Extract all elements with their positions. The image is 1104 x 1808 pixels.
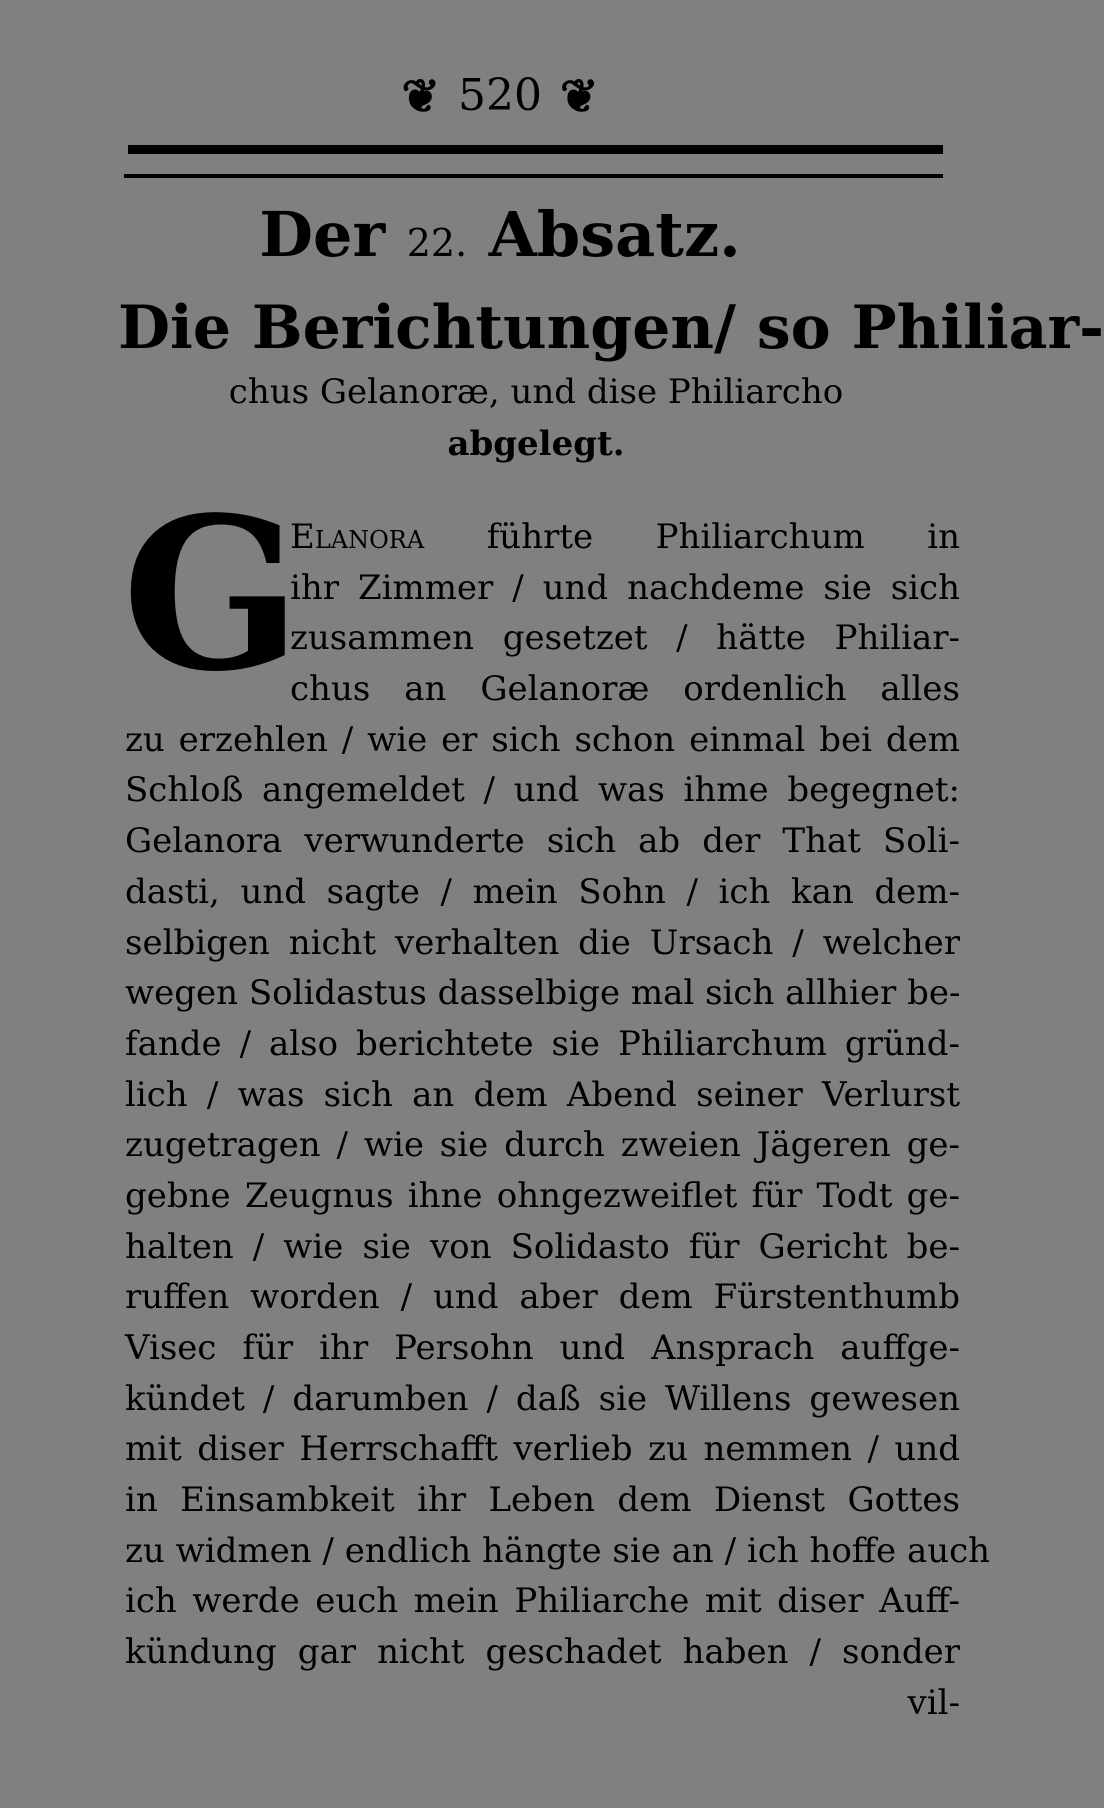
body-line: gebne Zeugnus ihne ohngezweiflet für Todt ge- xyxy=(125,1175,960,1216)
body-line: zusammen gesetzet / hätte Philiar- xyxy=(290,618,960,659)
body-line: Schloß angemeldet / und was ihme begegnet: xyxy=(125,770,960,811)
page-number: 520 xyxy=(458,70,542,121)
chapter-heading xyxy=(0,195,1000,283)
body-line: ich werde euch mein Philiarche mit diser Auff- xyxy=(125,1581,960,1622)
body-line: kündung gar nicht geschadet haben / sonder xyxy=(125,1632,960,1673)
catchword: vil- xyxy=(907,1682,960,1723)
body-line: selbigen nicht verhalten die Ursach / welcher xyxy=(125,922,960,963)
chapter-word: Der xyxy=(259,198,386,271)
body-line: in Einsambkeit ihr Leben dem Dienst Gottes xyxy=(125,1480,960,1521)
body-line: mit diser Herrschafft verlieb zu nemmen / und xyxy=(125,1429,960,1470)
body-line: zugetragen / wie sie durch zweien Jägeren ge- xyxy=(125,1125,960,1166)
page-header xyxy=(0,62,1000,126)
body-line: ruffen worden / und aber dem Fürstenthumb xyxy=(125,1277,960,1318)
chapter-number: 22. xyxy=(406,221,468,265)
body-line: chus an Gelanoræ ordenlich alles xyxy=(290,669,960,710)
drop-cap: G xyxy=(122,471,302,718)
body-line: dasti, und sagte / mein Sohn / ich kan dem- xyxy=(125,871,960,912)
first-word-small-caps: Elanora xyxy=(290,517,425,557)
body-line: zu widmen / endlich hängte sie an / ich hoffe auch xyxy=(125,1530,991,1571)
subtitle-line-1: Die Berichtungen/ so Philiar- xyxy=(118,293,1104,363)
body-line: fande / also berichtete sie Philiarchum gründ- xyxy=(125,1023,960,1064)
ornament-left-icon: ❦ xyxy=(401,69,440,123)
body-line: Gelanora verwunderte sich ab der That Soli- xyxy=(125,821,960,862)
header-rule-thin xyxy=(124,174,943,178)
ornament-right-icon: ❦ xyxy=(559,69,599,123)
body-line: Elanora führte Philiarchum in xyxy=(290,517,960,557)
chapter-subtitle xyxy=(118,290,1104,470)
body-line: ihr Zimmer / und nachdeme sie sich xyxy=(290,567,960,608)
body-line: Visec für ihr Persohn und Ansprach auffge- xyxy=(125,1328,960,1368)
body-line: halten / wie sie von Solidasto für Gericht be- xyxy=(125,1226,960,1267)
body-text xyxy=(125,512,991,1729)
body-line: lich / was sich an dem Abend seiner Verlurst xyxy=(125,1074,960,1115)
header-rule-thick xyxy=(128,145,943,154)
body-line: zu erzehlen / wie er sich schon einmal bei dem xyxy=(125,719,960,760)
body-line: wegen Solidastus dasselbige mal sich allhier be- xyxy=(125,973,961,1014)
subtitle-line-3: abgelegt. xyxy=(447,424,625,464)
subtitle-line-2: chus Gelanoræ, und dise Philiarcho xyxy=(228,372,844,412)
chapter-label: Absatz. xyxy=(488,198,741,271)
body-line: kündet / darumben / daß sie Willens gewesen xyxy=(125,1378,960,1419)
